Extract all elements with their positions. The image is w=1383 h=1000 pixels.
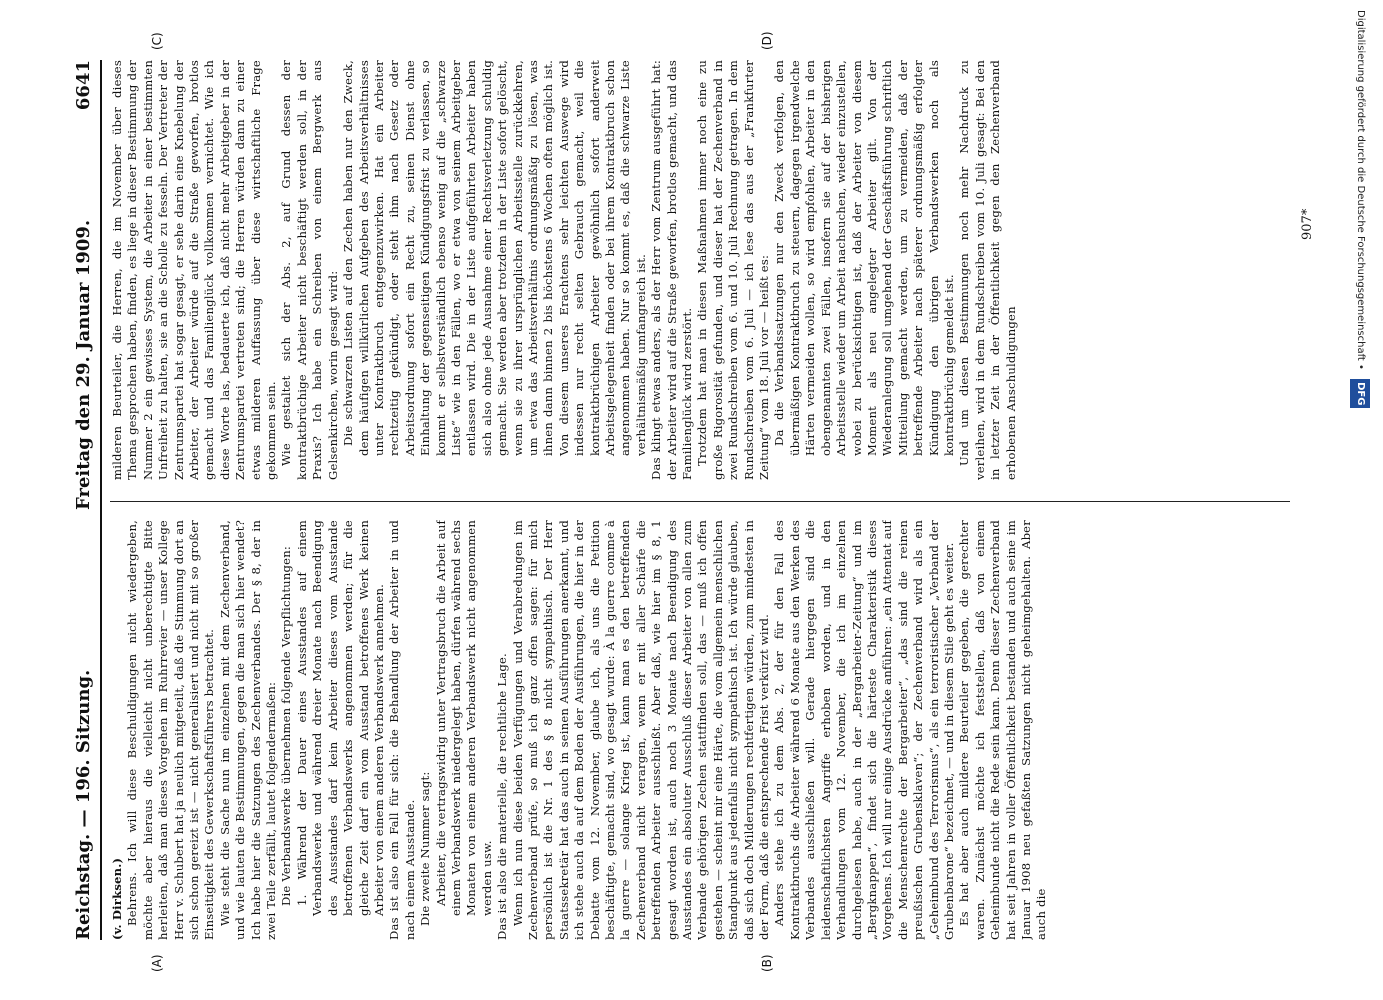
paragraph: Das klingt etwas anders, als der Herr vom Zentrum ausgeführt hat: der Arbeiter wird auf die Straße geworfen, brotlos gemacht, und das Familienglück wird zerstört. bbox=[649, 60, 695, 480]
paragraph: Die zweite Nummer sagt: bbox=[418, 771, 433, 926]
paragraph: Das ist also ein Fall für sich: die Behandlung der Arbeiter in und nach einem Ausstande. bbox=[387, 520, 417, 940]
paragraph-quote: Die schwarzen Listen auf den Zechen haben nur den Zweck, dem häufigen willkürlichen Aufgeben des Arbeitsverhältnisses unter Kontraktbruch entgegenzuwirken. Hat ein Arbeiter rechtzeitig gekündigt, oder steht ihm nach Gesetz oder Arbeitsordnung sofort ein Recht zu, seinen Dienst ohne Einhaltung der gegenseitigen Kündigungsfrist zu verlassen, so kommt er selbstverständlich ebenso wenig auf die „schwarze Liste“ wie in den Fällen, wo er etwa von seinem Arbeitgeber entlassen wird. Die in der Liste aufgeführten Arbeiter haben sich also ohne jede Ausnahme einer Rechtsverletzung schuldig gemacht. Sie werden aber trotzdem in der Liste sofort gelöscht, wenn sie zu ihrer ursprünglichen Arbeitsstelle zurückkehren, um etwa das Arbeitsverhältnis ordnungsmäßig zu lösen, was ihnen dann binnen 2 bis höchstens 6 Wochen often möglich ist. Von diesem unseres Erachtens sehr leichten Auswege wird indessen nur recht selten Gebrauch gemacht, weil die kontraktbrüchigen Arbeiter gewöhnlich sofort anderweit Arbeitsgelegenheit finden oder bei ihrem Kontraktbruch schon angenommen haben. Nur so kommt es, daß die schwarze Liste verhältnismäßig umfangreich ist. bbox=[341, 60, 648, 456]
paragraph-quote: 1. Während der Dauer eines Ausstandes auf einem Verbandswerke und während dreier Monate nach Beendigung des Ausstandes darf kein Arbeiter dieses vom Ausstande betroffenen Verbandswerks angenommen werden; für die gleiche Zeit darf ein vom Ausstand betroffenes Werk keinen Arbeiter von einem anderen Verbandswerk annehmen. bbox=[294, 520, 386, 916]
digitization-credit-text bbox=[1350, 10, 1370, 990]
paragraph-quote: Die Verbandswerke übernehmen folgende Verpflichtungen: bbox=[279, 546, 294, 906]
paragraph: (v. Dirksen.) bbox=[110, 857, 124, 940]
text-column-right bbox=[110, 60, 1290, 480]
paragraph: Trotzdem hat man in diesen Maßnahmen immer noch eine zu große Rigorosität gefunden, und dieser hat der Zechenverband in zwei Rundschreiben vom 6. und 10. Juli Rechnung getragen. In dem Rundschreiben vom 6. Juli — ich lese das aus der „Frankfurter Zeitung“ vom 18. Juli vor — heißt es: bbox=[695, 60, 772, 480]
dfg-logo: DFG bbox=[1350, 379, 1370, 408]
page-header bbox=[60, 60, 102, 940]
paragraph-quote: Arbeiter, die vertragswidrig unter Vertragsbruch die Arbeit auf einem Verbandswerk niedergelegt haben, dürfen während sechs Monaten von einem anderen Verbandswerk nicht angenommen werden usw. bbox=[433, 520, 494, 916]
printer-signature: 907* bbox=[1300, 208, 1315, 240]
header-date: Freitag den 29. Januar 1909. bbox=[73, 219, 94, 510]
paragraph: Wenn ich nun diese beiden Verfügungen und Verabredungen im Zechenverband prüfe, so muß ich ganz offen sagen: für mich persönlich ist die Nr. 1 des § 8 nicht sympathisch. Der Herr Staatssekretär hat das auch in seinen Ausführungen anerkannt, und ich stehe auch da auf dem Boden der Ausführungen, die hier in der Debatte vom 12. November, glaube ich, als uns die Petition beschäftigte, gemacht sind, wo gesagt wurde: À la guerre comme à la guerre — solange Krieg ist, kann man es den betreffenden Zechenverband nicht verargen, wenn er mit aller Schärfe die betreffenden Arbeiter ausschließt. Aber daß, wie hier im § 8, 1 gesagt worden ist, auch noch 3 Monate nach Beendigung des Ausstandes ein absoluter Ausschluß dieser Arbeiter von allen zum Verbande gehörigen Zechen stattfinden soll, das — muß ich offen gestehen — scheint mir eine Härte, die vom allgemein menschlichen Standpunkt aus jedenfalls nicht sympathisch ist. Ich würde glauben, daß sich doch Milderungen rechtfertigen würden, zum mindesten in der Form, daß die entsprechende Frist verkürzt wird. bbox=[510, 520, 772, 940]
digitization-credit bbox=[1350, 10, 1370, 990]
paragraph: milderen Beurteiler, die Herren, die im November über dieses Thema gesprochen haben, finden, es liege in dieser Bestimmung der Nummer 2 ein gewisses System, die Arbeiter in einer bestimmten Unfreiheit zu halten, sie an die Scholle zu fesseln. Der Vertreter der Zentrumspartei hat sogar gesagt, er sehe darin eine Knebelung der Arbeiter, der Arbeiter würde auf die Straße geworfen, brotlos gemacht und das Familienglück vollkommen vernichtet. Wie ich diese Worte las, bedauerte ich, daß nicht mehr Arbeitgeber in der Zentrumspartei vertreten sind; die Herren würden dann zu einer etwas milderen Auffassung über diese wirtschaftliche Frage gekommen sein. bbox=[110, 60, 279, 480]
paragraph: Wie steht die Sache nun im einzelnen mit dem Zechenverband, und wie lauten die Bestimmungen, gegen die man sich hier wendet? Ich habe hier die Satzungen des Zechenverbandes. Der § 8, der in zwei Teile zerfällt, lautet folgendermaßen: bbox=[217, 520, 279, 940]
paragraph: Und um diesen Bestimmungen noch mehr Nachdruck zu verleihen, wird in dem Rundschreiben vom 10. Juli gesagt: Bei den in letzter Zeit in der Öffentlichkeit gegen den Zechenverband erhobenen Anschuldigungen bbox=[957, 60, 1018, 480]
paragraph: Anders stehe ich zu dem Abs. 2, der für den Fall des Kontraktbruchs die Arbeiter während 6 Monate aus den Werken des Verbandes ausschließen will. Gerade hiergegen sind die leidenschaftlichsten Angriffe erhoben worden, und in den Verhandlungen vom 12. November, die ich im einzelnen durchgelesen habe, auch in der „Bergarbeiter-Zeitung“ und im „Bergknappen“, findet sich die härteste Charakteristik dieses Vorgehens. Ich will nur einige Ausdrücke anführen: „ein Attentat auf die Menschenrechte der Bergarbeiter“, „das sind die reinen preußischen Grubensklaven“; der Zechenverband wird als ein „Geheimbund des Terrorismus“, als ein terroristischer „Verband der Grubenbarone“ bezeichnet, — und in diesem Stile geht es weiter. bbox=[772, 520, 956, 940]
header-session: Reichstag. — 196. Sitzung. bbox=[73, 669, 94, 940]
paragraph: Das ist also die materielle, die rechtliche Lage. bbox=[495, 653, 510, 940]
margin-marker-b: (B) bbox=[760, 954, 774, 972]
paragraph: Behrens. Ich will diese Beschuldigungen nicht wiedergeben, möchte aber hieraus die vielleicht nicht unberechtigte Bitte herleiten, daß man dieses Vorgehen im Ruhrrevier — unser Kollege Herr v. Schubert hat ja neulich mitgeteilt, daß die Stimmung dort an sich schon gereizt ist — nicht generalisiert und nicht mit so großer Einseitigkeit des Gewerkschaftsführers betrachtet. bbox=[125, 520, 217, 940]
column-divider bbox=[110, 501, 1290, 502]
text-column-left bbox=[110, 520, 1290, 940]
margin-marker-c: (C) bbox=[150, 32, 164, 50]
paragraph: Es hat aber auch mildere Beurteiler gegeben, die gerechter waren. Zunächst möchte ich feststellen, daß von einem Geheimbunde nicht die Rede sein kann. Denn dieser Zechenverband hat seit Jahren in voller Öffentlichkeit bestanden und auch seine im Januar 1908 neu gefaßten Satzungen nicht geheimgehalten. Aber auch die bbox=[957, 520, 1049, 940]
margin-marker-d: (D) bbox=[760, 31, 774, 50]
paragraph: Wie gestaltet sich der Abs. 2, auf Grund dessen der kontraktbrüchige Arbeiter nicht beschäftigt werden soll, in der Praxis? Ich habe ein Schreiben von einem Bergwerk aus Gelsenkirchen, worin gesagt wird: bbox=[279, 60, 340, 480]
header-page-number: 6641 bbox=[73, 60, 94, 111]
credit-text: Digitalisierung gefördert durch die Deutsche Forschungsgemeinschaft • bbox=[1355, 10, 1366, 370]
paragraph-quote: Da die Verbandssatzungen nur den Zweck verfolgen, den übermäßigen Kontraktbruch zu steuern, dagegen irgendwelche Härten vermeiden wollen, so wird empfohlen, Arbeiter in den obengenannten zwei Fällen, insofern sie auf der bisherigen Arbeitsstelle wieder um Arbeit nachsuchen, wieder einzustellen, wobei zu berücksichtigen ist, daß der Arbeiter von diesem Moment als neu angelegter Arbeiter gilt. Von der Wiederanlegung soll umgehend der Geschäftsführung schriftlich Mitteilung gemacht werden, um zu vermeiden, daß der betreffende Arbeiter nach späterer ordnungsmäßig erfolgter Kündigung den übrigen Verbandswerken noch als kontraktbrüchig gemeldet ist. bbox=[772, 60, 956, 456]
margin-marker-a: (A) bbox=[150, 954, 164, 972]
